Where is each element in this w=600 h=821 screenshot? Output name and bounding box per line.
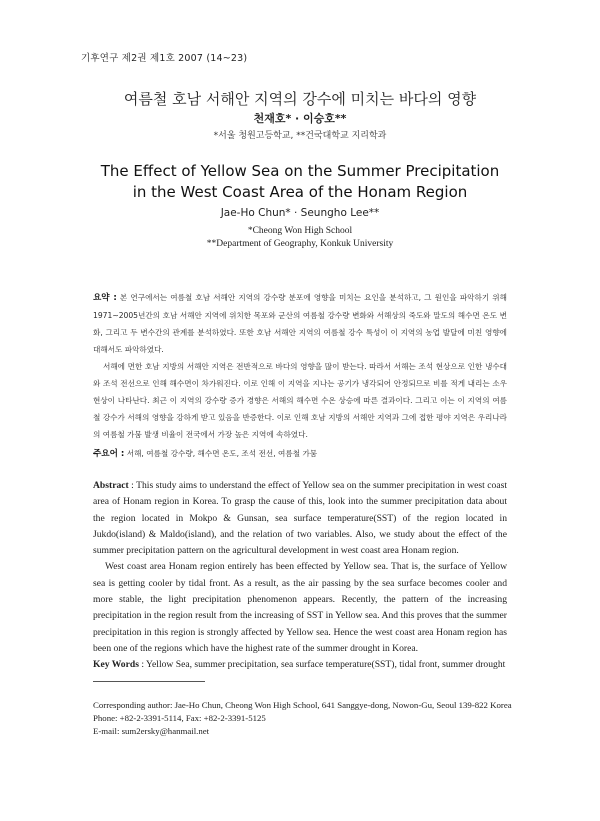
footnote-line1: Corresponding author: Jae-Ho Chun, Cheong Won High School, 641 Sanggye-dong, Nowon-Gu, Seoul 139-822 Korea [93,700,512,710]
korean-abstract-para1 [93,289,507,358]
english-abstract-para2: West coast area Honam region entirely has been effected by Yellow sea. That is, the surface of Yellow sea is getting cooler by tidal front. As a result, as the air passing by the sea surface becomes cooler and more stable, the light precipitation phenomenon appears. Recently, the pattern of the increasing precipitation in the region result from the increasing of SST in Yellow sea. And this proves that the summer precipitation in this region is strongly affected by Yellow sea. Hence the west coast area Honam region has been one of the regions which have the highest rate of the summer drought in Korea. [93,561,507,654]
english-authors: Jae-Ho Chun* · Seungho Lee** [220,207,380,219]
journal-header: 기후연구 제2권 제1호 2007 (14~23) [81,53,248,64]
korean-authors: 천재호* · 이승호** [253,112,347,125]
english-affiliation-line2: **Department of Geography, Konkuk University [206,239,394,249]
english-keywords-label: Key Words [93,659,139,671]
footnote-line3: E-mail: sum2ersky@hanmail.net [93,726,210,736]
english-title [0,161,600,203]
english-abstract-text1: : This study aims to understand the effect of Yellow sea on the summer precipitation in west coast area of Honam region in Korea. To grasp the cause of this, look into the summer precipitation data about the region located in Mokpo & Gunsan, sea surface temperature(SST) of the region located in Jukdo(island) & Maldo(island), and the relation of two variables. Also, we study about the effect of the summer precipitation pattern on the agricultural development in west coast area Honam region. [93,480,507,557]
english-abstract-para1 [93,478,507,559]
korean-keywords-label: 주요어 : [93,449,125,459]
english-affiliation [0,225,600,251]
korean-keywords [93,445,507,463]
english-title-line2: in the West Coast Area of the Honam Region [132,183,468,201]
korean-title: 여름철 호남 서해안 지역의 강수에 미치는 바다의 영향 [123,90,477,108]
footnote-line2: Phone: +82-2-3391-5114, Fax: +82-2-3391-5125 [93,713,266,723]
english-title-line1: The Effect of Yellow Sea on the Summer Precipitation [100,162,500,180]
english-keywords [93,657,507,673]
korean-keywords-text: 서해, 여름철 강수량, 해수면 온도, 조석 전선, 여름철 가뭄 [126,449,318,458]
korean-affiliation: *서울 청원고등학교, **건국대학교 지리학과 [213,131,387,141]
korean-abstract-label: 요약 : [93,293,117,303]
corresponding-author-footnote [93,699,513,738]
english-affiliation-line1: *Cheong Won High School [247,226,353,236]
english-keywords-text: : Yellow Sea, summer precipitation, sea surface temperature(SST), tidal front, summer drought [141,659,506,671]
footnote-divider [93,681,205,682]
korean-abstract-text1: 본 연구에서는 여름철 호남 서해안 지역의 강수량 분포에 영향을 미치는 요인을 분석하고, 그 원인을 파악하기 위해 1971~2005년간의 호남 서해안 지역에 위치한 목포와 군산의 여름철 강수량 변화와 서해상의 죽도와 말도의 해수면 온도 변화, 그리고 두 변수간의 관계를 분석하였다. 또한 호남 서해안 지역의 여름철 강수 특성이 이 지역의 농업 발달에 미친 영향에 대해서도 파악하였다. [93,293,507,354]
korean-abstract [93,289,507,463]
english-abstract-label: Abstract [93,480,129,491]
english-abstract [93,478,507,674]
korean-abstract-para2: 서해에 면한 호남 지방의 서해안 지역은 전반적으로 바다의 영향을 많이 받는다. 따라서 서해는 조석 현상으로 인한 냉수대와 조석 전선으로 인해 해수면이 차가워진다. 이로 인해 이 지역을 지나는 공기가 냉각되어 안정되므로 비를 적게 내리는 소우 현상이 나타난다. 최근 이 지역의 강수량 증가 경향은 서해의 해수면 수온 상승에 따른 결과이다. 그리고 이는 이 지역의 여름철 강수가 서해의 영향을 강하게 받고 있음을 반증한다. 이로 인해 호남 지방의 서해안 지역과 그에 접한 평야 지역은 우리나라의 여름철 가뭄 발생 비율이 전국에서 가장 높은 지역에 속하였다. [93,362,507,439]
